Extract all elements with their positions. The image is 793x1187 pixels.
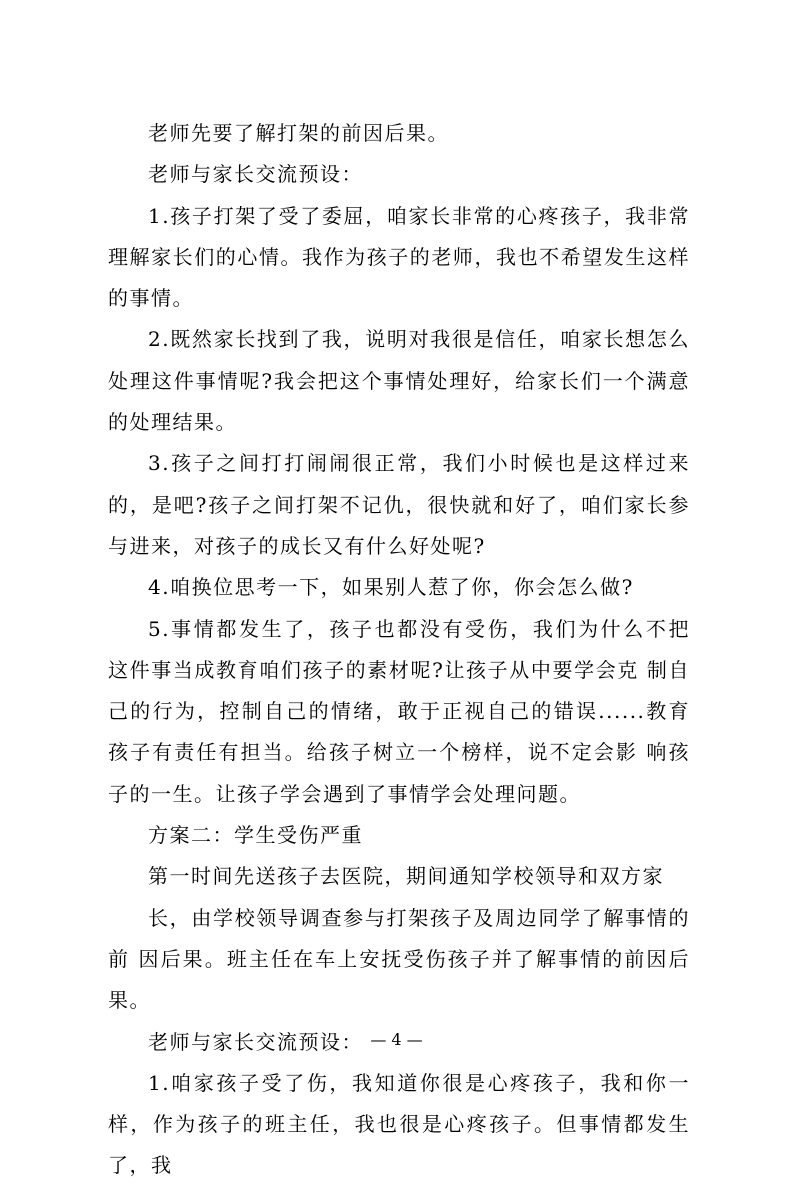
paragraph-point-4: 4.咱换位思考一下，如果别人惹了你，你会怎么做? xyxy=(148,575,634,600)
page-number: — 4 — xyxy=(370,1030,423,1049)
paragraph-plan-two-step: 第一时间先送孩子去医院，期间通知学校领导和双方家 xyxy=(148,864,664,889)
paragraph-plan-two-heading: 方案二：学生受伤严重 xyxy=(148,823,363,848)
paragraph-heading-dialogue-2: 老师与家长交流预设： xyxy=(148,1029,363,1054)
paragraph-plan-two-continued: 长，由学校领导调查参与打架孩子及周边同学了解事情的前 因后果。班主任在车上安抚受伤孩子并了解事情的前因后果。 xyxy=(108,905,690,1013)
paragraph-heading-dialogue: 老师与家长交流预设： xyxy=(148,162,363,187)
paragraph-plan-two-point-1: 1.咱家孩子受了伤，我知道你很是心疼孩子，我和你一样，作为孩子的班主任，我也很是心疼孩子。但事情都发生了，我 xyxy=(108,1070,690,1178)
paragraph-intro: 老师先要了解打架的前因后果。 xyxy=(148,121,449,145)
paragraph-point-2: 2.既然家长找到了我，说明对我很是信任，咱家长想怎么处理这件事情呢?我会把这个事情处理好，给家长们一个满意的处理结果。 xyxy=(108,327,690,435)
paragraph-point-1: 1.孩子打架了受了委屈，咱家长非常的心疼孩子，我非常理解家长们的心情。我作为孩子的老师，我也不希望发生这样的事情。 xyxy=(108,203,690,311)
paragraph-point-3: 3.孩子之间打打闹闹很正常，我们小时候也是这样过来的，是吧?孩子之间打架不记仇，很快就和好了，咱们家长参与进来，对孩子的成长又有什么好处呢? xyxy=(108,451,690,558)
document-body xyxy=(108,113,690,1187)
paragraph-point-5: 5.事情都发生了，孩子也都没有受伤，我们为什么不把 这件事当成教育咱们孩子的素材呢?让孩子从中要学会克 制自己的行为，控制自己的情绪，敢于正视自己的错误......教育孩子有责任有担当。给孩子树立一个榜样，说不定会影 响孩子的一生。让孩子学会遇到了事情学会处理问题。 xyxy=(108,616,690,806)
